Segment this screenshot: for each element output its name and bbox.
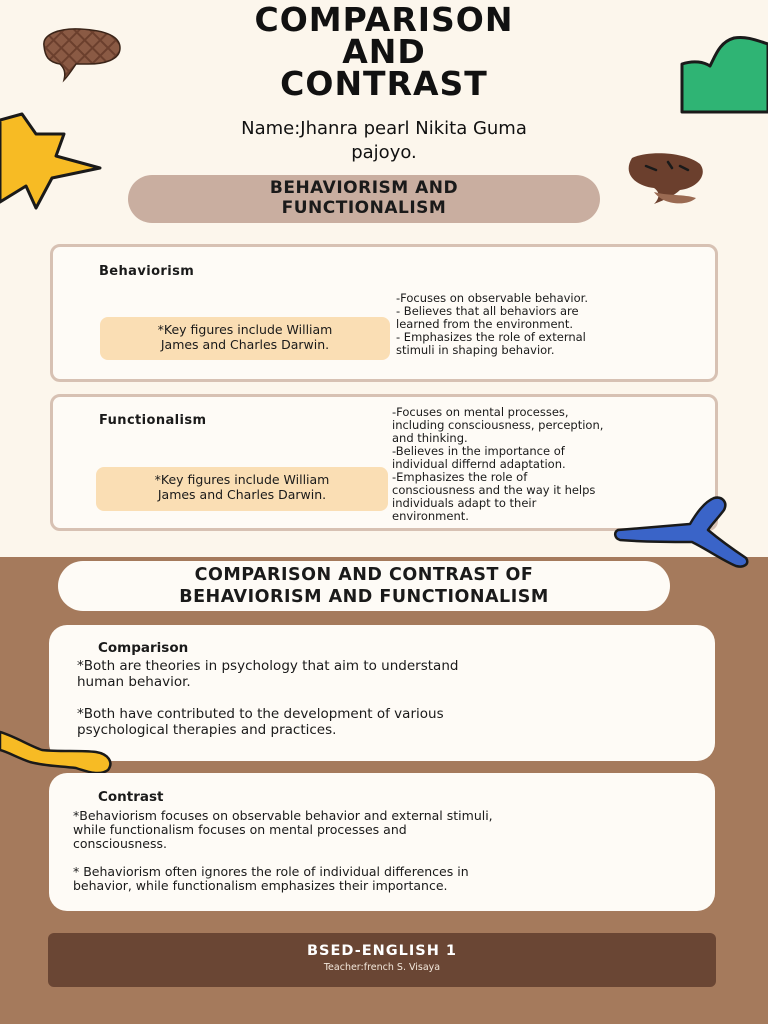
desc-line: stimuli in shaping behavior. xyxy=(396,343,555,357)
text-line: while functionalism focuses on mental processes and xyxy=(73,822,407,837)
key-figures-line: *Key figures include William xyxy=(154,472,330,487)
text-line: psychological therapies and practices. xyxy=(77,722,337,738)
section1-heading-line: BEHAVIORISM AND xyxy=(269,178,459,198)
course-label: BSED-ENGLISH 1 xyxy=(306,943,457,959)
contrast-label: Contrast xyxy=(98,789,164,805)
key-figures-line: James and Charles Darwin. xyxy=(157,487,327,502)
footer-banner xyxy=(48,933,716,987)
desc-line: - Emphasizes the role of external xyxy=(396,330,586,344)
blue-squiggle-icon xyxy=(612,494,752,570)
title-line: AND xyxy=(342,32,426,71)
desc-line: -Believes in the importance of xyxy=(392,444,565,458)
desc-line: individuals adapt to their xyxy=(392,496,537,510)
desc-line: individual differnd adaptation. xyxy=(392,457,566,471)
desc-line: - Believes that all behaviors are xyxy=(396,304,579,318)
author-name-line: pajoyo. xyxy=(351,142,417,163)
behaviorism-label: Behaviorism xyxy=(99,264,195,279)
desc-line: and thinking. xyxy=(392,431,468,445)
desc-line: -Focuses on mental processes, xyxy=(392,405,569,419)
author-name-line: Name:Jhanra pearl Nikita Guma xyxy=(241,118,527,139)
text-line: human behavior. xyxy=(77,674,191,690)
behaviorism-card xyxy=(50,244,718,382)
desc-line: consciousness and the way it helps xyxy=(392,483,596,497)
functionalism-key-figures xyxy=(96,467,388,511)
title-line: COMPARISON xyxy=(254,0,514,39)
contrast-point-1 xyxy=(73,809,709,851)
desc-line: learned from the environment. xyxy=(396,317,574,331)
contrast-point-2 xyxy=(73,865,709,893)
page-title xyxy=(0,0,768,103)
text-line: *Both have contributed to the development of various xyxy=(77,706,444,722)
face-blob-icon xyxy=(624,152,706,208)
comparison-label: Comparison xyxy=(98,640,189,656)
functionalism-label: Functionalism xyxy=(99,413,207,428)
key-figures-line: James and Charles Darwin. xyxy=(160,337,330,352)
text-line: *Both are theories in psychology that aim to understand xyxy=(77,658,459,674)
section2-heading xyxy=(58,561,670,611)
teacher-label: Teacher:french S. Visaya xyxy=(323,962,441,973)
contrast-card xyxy=(49,773,715,911)
comparison-point-2 xyxy=(77,706,707,738)
key-figures-line: *Key figures include William xyxy=(157,322,333,337)
section2-heading-line: COMPARISON AND CONTRAST OF xyxy=(194,565,534,585)
title-line: CONTRAST xyxy=(280,64,488,103)
section1-heading xyxy=(128,175,600,223)
comparison-point-1 xyxy=(77,658,707,690)
desc-line: -Focuses on observable behavior. xyxy=(396,291,588,305)
desc-line: environment. xyxy=(392,509,469,523)
desc-line: including consciousness, perception, xyxy=(392,418,604,432)
text-line: *Behaviorism focuses on observable behavior and external stimuli, xyxy=(73,808,493,823)
text-line: consciousness. xyxy=(73,836,167,851)
comparison-card xyxy=(49,625,715,761)
author-name xyxy=(140,117,628,165)
behaviorism-key-figures xyxy=(100,317,390,360)
behaviorism-description xyxy=(396,292,716,357)
text-line: behavior, while functionalism emphasizes their importance. xyxy=(73,878,448,893)
star-icon xyxy=(0,112,106,212)
yellow-squiggle-icon xyxy=(0,722,116,778)
section2-heading-line: BEHAVIORISM AND FUNCTIONALISM xyxy=(179,587,549,607)
section1-heading-line: FUNCTIONALISM xyxy=(281,198,447,218)
desc-line: -Emphasizes the role of xyxy=(392,470,528,484)
text-line: * Behaviorism often ignores the role of individual differences in xyxy=(73,864,469,879)
